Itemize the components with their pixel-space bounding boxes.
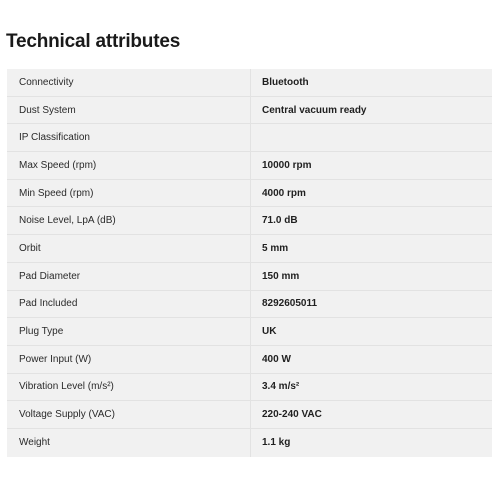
table-row: [7, 152, 492, 180]
attribute-label: Weight: [7, 429, 251, 457]
attribute-label: Max Speed (rpm): [7, 152, 251, 179]
attribute-label: Min Speed (rpm): [7, 180, 251, 207]
attribute-label: Pad Included: [7, 291, 251, 318]
attribute-value: Bluetooth: [262, 76, 309, 88]
attribute-label: Vibration Level (m/s²): [7, 374, 251, 401]
attribute-label: Voltage Supply (VAC): [7, 401, 251, 428]
attribute-label: Dust System: [7, 97, 251, 124]
table-row: [7, 263, 492, 291]
attribute-value: UK: [262, 326, 277, 338]
attribute-value: 1.1 kg: [262, 437, 291, 449]
table-row: [7, 180, 492, 208]
table-row: [7, 124, 492, 152]
table-row: [7, 346, 492, 374]
attribute-value: 71.0 dB: [262, 215, 298, 227]
attribute-value: 220-240 VAC: [262, 409, 322, 421]
table-row: [7, 69, 492, 97]
attribute-value: 400 W: [262, 353, 291, 365]
table-row: [7, 97, 492, 125]
attribute-value: Central vacuum ready: [262, 104, 367, 116]
attribute-value: 150 mm: [262, 270, 300, 282]
table-row: [7, 318, 492, 346]
attribute-label: IP Classification: [7, 124, 251, 151]
table-row: [7, 401, 492, 429]
table-row: [7, 374, 492, 402]
attribute-label: Orbit: [7, 235, 251, 262]
attribute-value: 4000 rpm: [262, 187, 306, 199]
table-row: [7, 207, 492, 235]
attribute-value: [251, 124, 492, 151]
attribute-label: Plug Type: [7, 318, 251, 345]
section-title: Technical attributes: [6, 31, 181, 52]
attribute-value: 10000 rpm: [262, 159, 312, 171]
table-row: [7, 429, 492, 457]
attribute-label: Noise Level, LpA (dB): [7, 207, 251, 234]
attribute-value: 8292605011: [262, 298, 318, 310]
attribute-value: 5 mm: [262, 242, 289, 254]
table-row: [7, 291, 492, 319]
attribute-value: 3.4 m/s²: [262, 381, 300, 393]
attribute-label: Connectivity: [7, 69, 251, 96]
table-row: [7, 235, 492, 263]
attribute-label: Pad Diameter: [7, 263, 251, 290]
attribute-label: Power Input (W): [7, 346, 251, 373]
attributes-table: [7, 69, 492, 457]
